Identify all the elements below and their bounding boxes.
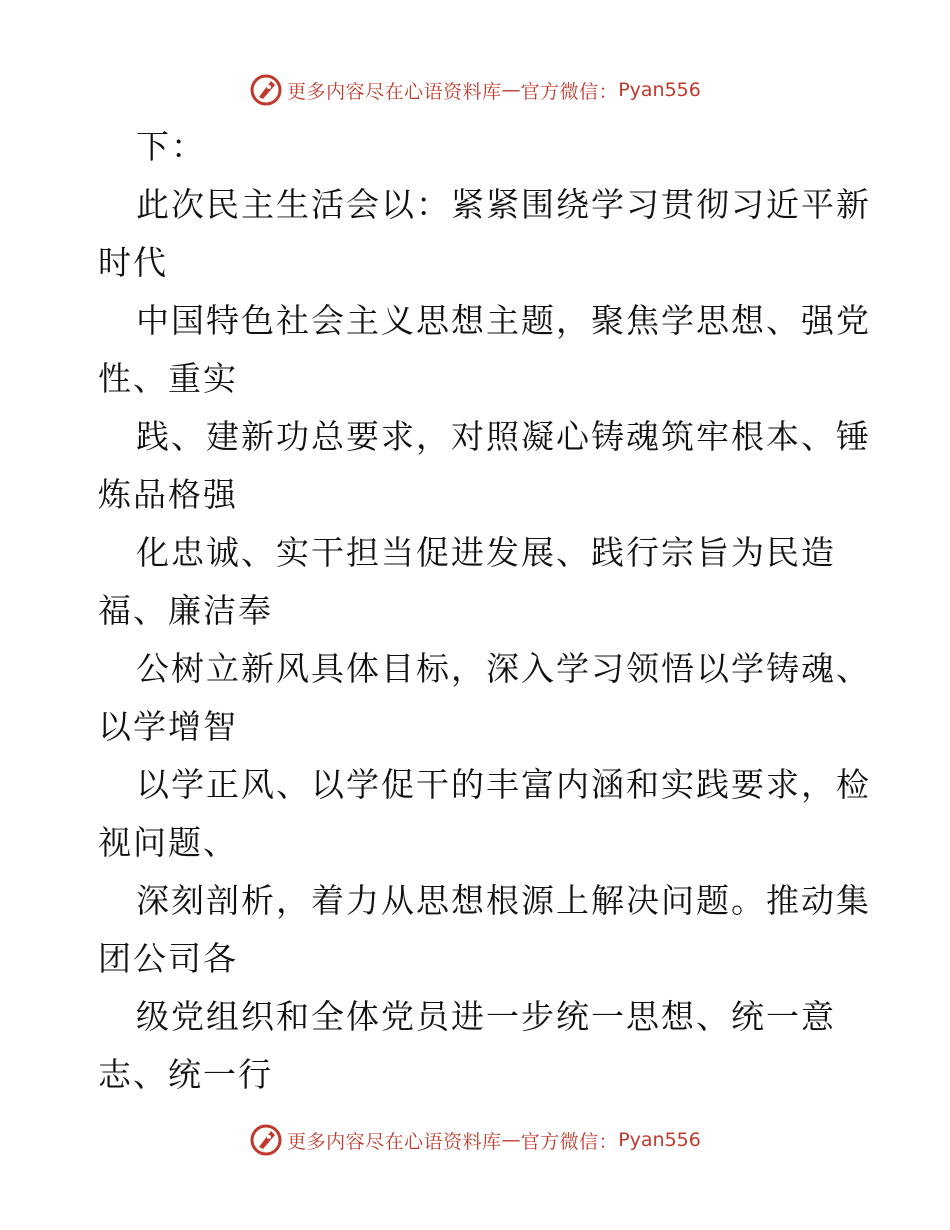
watermark-contact-handle: Pyan556 <box>618 79 701 101</box>
header-watermark <box>0 70 950 110</box>
watermark-separator: — <box>501 79 521 101</box>
watermark-contact-label: 官方微信： <box>520 80 619 103</box>
pen-nib-logo-icon <box>249 73 283 107</box>
body-text-line: 此次民主生活会以：紧紧围绕学习贯彻习近平新 <box>136 185 871 224</box>
body-text-line: 福、廉洁奉 <box>98 591 273 630</box>
body-text-line: 公树立新风具体目标，深入学习领悟以学铸魂、 <box>136 649 871 688</box>
body-text-line: 级党组织和全体党员进一步统一思想、统一意 <box>136 997 836 1036</box>
body-text-line: 志、统一行 <box>98 1055 273 1094</box>
watermark-site-text: 更多内容尽在心语资料库 <box>287 1130 502 1153</box>
footer-watermark <box>0 1120 950 1160</box>
body-text-line: 炼品格强 <box>98 475 238 514</box>
body-text-line: 性、重实 <box>98 359 238 398</box>
body-text-line: 时代 <box>98 243 168 282</box>
body-text-line: 以学增智 <box>98 707 238 746</box>
body-text-line: 化忠诚、实干担当促进发展、践行宗旨为民造 <box>136 533 836 572</box>
body-text-line: 团公司各 <box>98 939 238 978</box>
body-text-line: 践、建新功总要求，对照凝心铸魂筑牢根本、锤 <box>136 417 871 456</box>
body-text-line: 视问题、 <box>98 823 238 862</box>
body-text-line: 下： <box>136 127 206 166</box>
pen-nib-logo-icon <box>249 1123 283 1157</box>
body-text-line: 以学正风、以学促干的丰富内涵和实践要求，检 <box>136 765 871 804</box>
body-text-line: 深刻剖析，着力从思想根源上解决问题。推动集 <box>136 881 871 920</box>
document-body <box>98 118 871 1104</box>
watermark-separator: — <box>501 1129 521 1151</box>
watermark-contact-label: 官方微信： <box>520 1130 619 1153</box>
body-text-line: 中国特色社会主义思想主题，聚焦学思想、强党 <box>136 301 871 340</box>
watermark-contact-handle: Pyan556 <box>618 1129 701 1151</box>
watermark-site-text: 更多内容尽在心语资料库 <box>287 80 502 103</box>
